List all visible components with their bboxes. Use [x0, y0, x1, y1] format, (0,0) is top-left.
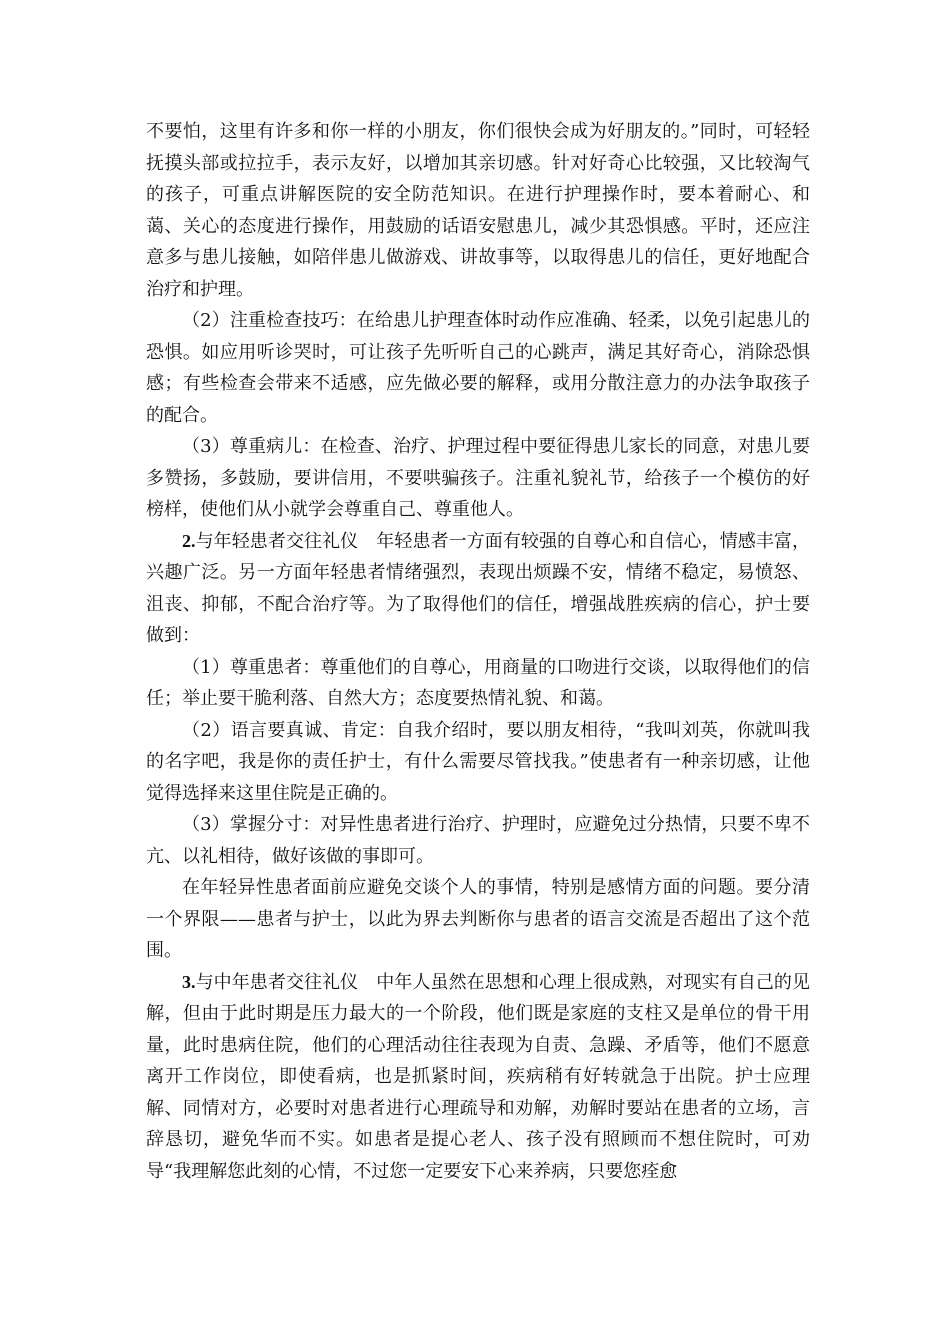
- paragraph-children-respect: （3）尊重病儿：在检查、治疗、护理过程中要征得患儿家长的同意，对患儿要多赞扬，多鼓励，要讲信用，不要哄骗孩子。注重礼貌礼节，给孩子一个模仿的好榜样，使他们从小就学会尊重自己、尊重他人。: [146, 436, 810, 520]
- paragraph-children-exam-technique: （2）注重检查技巧：在给患儿护理查体时动作应准确、轻柔，以免引起患儿的恐惧。如应用听诊哭时，可让孩子先听听自己的心跳声，满足其好奇心，消除恐惧感；有些检查会带来不适感，应先做必要的解释，或用分散注意力的办法争取孩子的配合。: [146, 310, 810, 426]
- paragraph-middle-aged-intro: [146, 967, 810, 1188]
- section-heading-number: 3.: [182, 971, 196, 992]
- section-heading-title: 与中年患者交往礼仪: [195, 971, 359, 993]
- paragraph-body: 中年人虽然在思想和心理上很成熟，对现实有自己的见解，但由于此时期是压力最大的一个阶段，他们既是家庭的支柱又是单位的骨干用量，此时患病住院，他们的心理活动往往表现为自责、急躁、矛盾等，他们不愿意离开工作岗位，即使看病，也是抓紧时间，疾病稍有好转就急于出院。护士应理解、同情对方，必要时对患者进行心理疏导和劝解，劝解时要站在患者的立场，言辞恳切，避免华而不实。如患者是提心老人、孩子没有照顾而不想住院时，可劝导“我理解您此刻的心情，不过您一定要安下心来养病，只要您痊愈: [146, 971, 810, 1182]
- paragraph-young-sincere-language: （2）语言要真诚、肯定：自我介绍时，要以朋友相待，“我叫刘英，你就叫我的名字吧，我是你的责任护士，有什么需要尽管找我。”使患者有一种亲切感，让他觉得选择来这里住院是正确的。: [146, 719, 810, 804]
- document-page: [146, 116, 810, 1187]
- paragraph-body: 年轻患者一方面有较强的自尊心和自信心，情感丰富，兴趣广泛。另一方面年轻患者情绪强烈，表现出烦躁不安，情绪不稳定，易愤怒、沮丧、抑郁，不配合治疗等。为了取得他们的信任，增强战胜疾病的信心，护士要做到：: [146, 530, 810, 646]
- paragraph-young-respect: （1）尊重患者：尊重他们的自尊心，用商量的口吻进行交谈，以取得他们的信任；举止要干脆利落、自然大方；态度要热情礼貌、和蔼。: [146, 656, 810, 709]
- section-heading-title: 与年轻患者交往礼仪: [195, 530, 359, 552]
- paragraph-young-measure: （3）掌握分寸：对异性患者进行治疗、护理时，应避免过分热情，只要不卑不亢、以礼相待，做好该做的事即可。: [146, 814, 810, 867]
- paragraph-children-care-continued: 不要怕，这里有许多和你一样的小朋友，你们很快会成为好朋友的。”同时，可轻轻抚摸头部或拉拉手，表示友好，以增加其亲切感。针对好奇心比较强，又比较淘气的孩子，可重点讲解医院的安全防范知识。在进行护理操作时，要本着耐心、和蔼、关心的态度进行操作，用鼓励的话语安慰患儿，减少其恐惧感。平时，还应注意多与患儿接触，如陪伴患儿做游戏、讲故事等，以取得患儿的信任，更好地配合治疗和护理。: [146, 121, 810, 300]
- section-heading-number: 2.: [182, 530, 196, 551]
- paragraph-young-boundary: 在年轻异性患者面前应避免交谈个人的事情，特别是感情方面的问题。要分清一个界限——患者与护士，以此为界去判断你与患者的语言交流是否超出了这个范围。: [146, 877, 810, 961]
- paragraph-young-patient-intro: [146, 526, 810, 652]
